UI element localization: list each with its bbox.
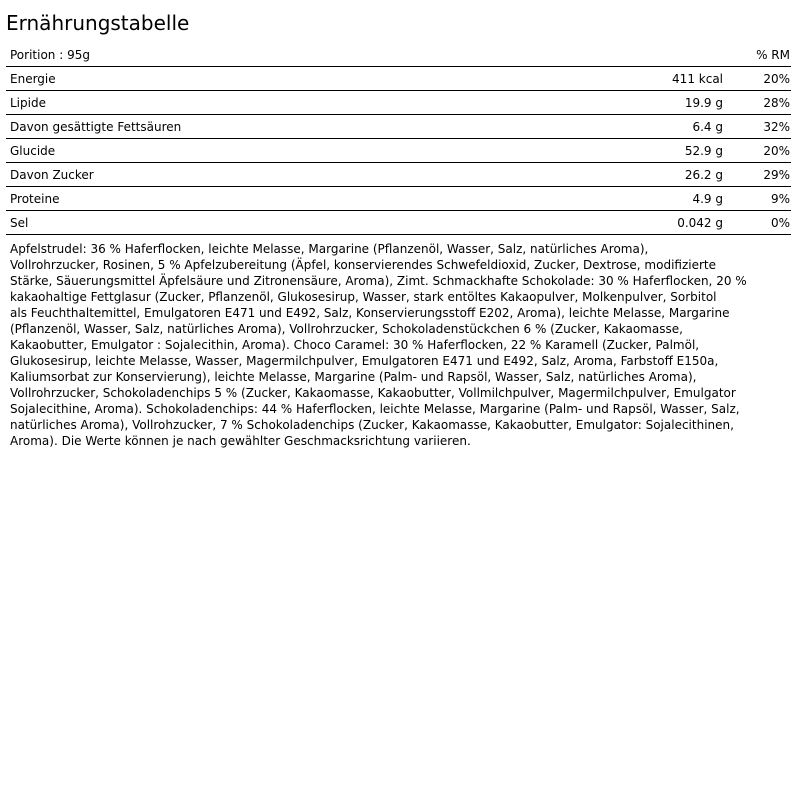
- nutrient-amount: 0.042 g: [677, 216, 723, 230]
- nutrient-label: Davon gesättigte Fettsäuren: [10, 120, 182, 134]
- nutrient-amount: 6.4 g: [692, 120, 723, 134]
- nutrition-table: [6, 43, 791, 235]
- page-title: Ernährungstabelle: [6, 11, 190, 35]
- nutrient-pct: 32%: [763, 120, 790, 134]
- portion-label: Porition : 95g: [10, 48, 90, 62]
- nutrient-label: Sel: [10, 216, 29, 230]
- table-row: [6, 139, 791, 163]
- nutrient-amount: 411 kcal: [672, 72, 723, 86]
- nutrient-amount: 26.2 g: [684, 168, 723, 182]
- nutrient-amount: 52.9 g: [684, 144, 723, 158]
- nutrient-amount: 4.9 g: [692, 192, 723, 206]
- nutrient-pct: 9%: [770, 192, 790, 206]
- nutrient-label: Energie: [10, 72, 56, 86]
- table-row: [6, 115, 791, 139]
- nutrient-pct: 20%: [763, 144, 790, 158]
- ingredients-text: Apfelstrudel: 36 % Haferflocken, leichte Melasse, Margarine (Pflanzenöl, Wasser, Salz, natürliches Aroma), Vollrohrzucker, Rosinen, 5 % Apfelzubereitung (Äpfel, konservierendes Schwefeldioxid, Zucker, Dextrose, modifizierte Stärke, Säuerungsmittel Äpfelsäure und Zitronensäure, Aroma), Zimt. Schmackhafte Schokolade: 30 % Haferflocken, 20 % kakaohaltige Fettglasur (Zucker, Pflanzenöl, Glukosesirup, Wasser, stark entöltes Kakaopulver, Molkenpulver, Sorbitol als Feuchthaltemittel, Emulgatoren E471 und E492, Salz, Konservierungsstoff E202, Aroma), leichte Melasse, Margarine (Pflanzenöl, Wasser, Salz, natürliches Aroma), Vollrohrzucker, Schokoladenstückchen 6 % (Zucker, Kakaomasse, Kakaobutter, Emulgator : Sojalecithin, Aroma). Choco Caramel: 30 % Haferflocken, 22 % Karamell (Zucker, Palmöl, Glukosesirup, leichte Melasse, Wasser, Magermilchpulver, Emulgatoren E471 und E492, Salz, Aroma, Farbstoff E150a, Kaliumsorbat zur Konservierung), leichte Melasse, Margarine (Palm- und Rapsöl, Wasser, Salz, natürliches Aroma), Vollrohrzucker, Schokoladenchips 5 % (Zucker, Kakaomasse, Kakaobutter, Vollmilchpulver, Magermilchpulver, Emulgator Sojalecithine, Aroma). Schokoladenchips: 44 % Haferflocken, leichte Melasse, Margarine (Palm- und Rapsöl, Wasser, Salz, natürliches Aroma), Vollrohzucker, 7 % Schokoladenchips (Zucker, Kakaomasse, Kakaobutter, Emulgator: Sojalecithinen, Aroma). Die Werte können je nach gewählter Geschmacksrichtung variieren.: [10, 242, 747, 448]
- nutrient-label: Lipide: [10, 96, 46, 110]
- table-header-row: [6, 43, 791, 67]
- table-row: [6, 67, 791, 91]
- nutrient-pct: 0%: [770, 216, 790, 230]
- table-row: [6, 187, 791, 211]
- pct-header: % RM: [756, 48, 790, 62]
- nutrient-label: Davon Zucker: [10, 168, 94, 182]
- nutrient-label: Glucide: [10, 144, 56, 158]
- nutrient-pct: 29%: [763, 168, 790, 182]
- table-row: [6, 91, 791, 115]
- nutrient-pct: 28%: [763, 96, 790, 110]
- table-row: [6, 163, 791, 187]
- table-row: [6, 211, 791, 235]
- nutrient-amount: 19.9 g: [684, 96, 723, 110]
- nutrient-pct: 20%: [763, 72, 790, 86]
- nutrient-label: Proteine: [10, 192, 60, 206]
